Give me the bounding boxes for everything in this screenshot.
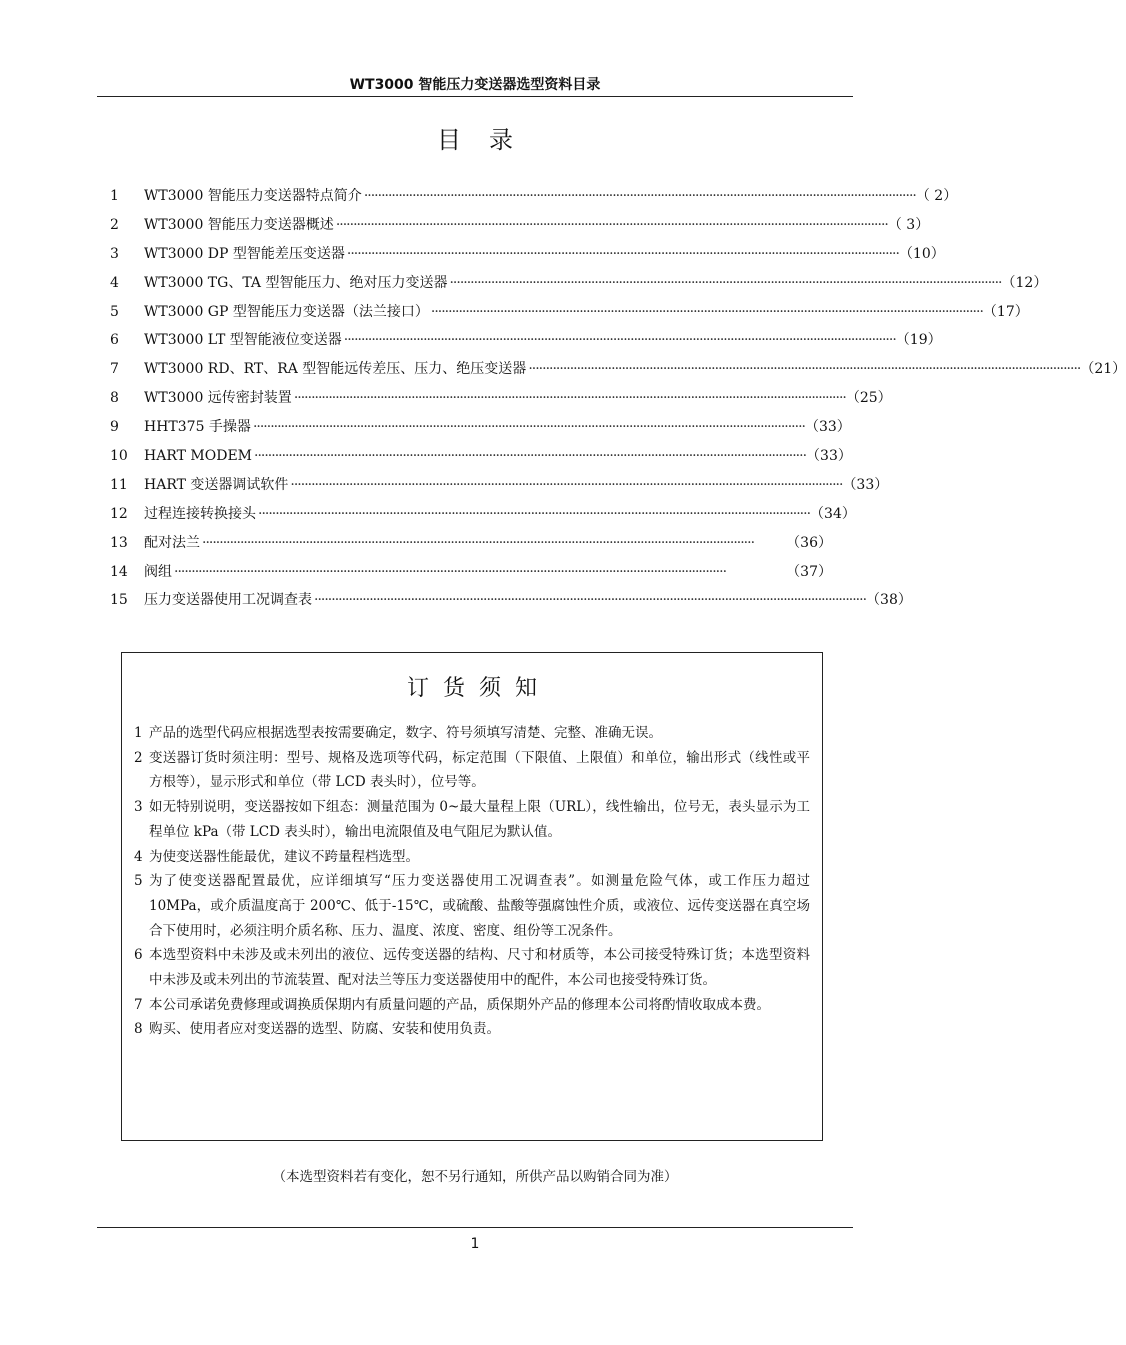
toc-entry[interactable] xyxy=(110,529,832,558)
notice-item-number: 4 xyxy=(134,848,143,865)
toc-entry-page: （37） xyxy=(786,563,832,580)
toc-entry-number: 5 xyxy=(110,303,119,320)
notice-title: 订货须知 xyxy=(406,676,551,701)
toc-entry[interactable] xyxy=(110,326,942,355)
toc-entry[interactable] xyxy=(110,211,930,240)
toc-entry-title: WT3000 GP 型智能压力变送器（法兰接口） xyxy=(144,303,429,320)
toc-entry-page: （34） xyxy=(810,505,856,522)
toc-entry[interactable] xyxy=(110,240,945,269)
notice-item-text: 为了使变送器配置最优，应详细填写“压力变送器使用工况调查表”。如测量危险气体，或工作压力超过 10MPa，或介质温度高于 200℃、低于-15℃，或硫酸、盐酸等强腐蚀性介质，或液位、远传变送器在真空场合下使用时，必须注明介质名称、压力、温度、浓度、密度、组份等工况条件。 xyxy=(149,873,810,939)
toc-entry-title: HHT375 手操器 xyxy=(144,419,251,436)
notice-item-number: 5 xyxy=(134,873,143,890)
toc-entry[interactable] xyxy=(110,355,1126,384)
notice-list xyxy=(134,721,810,1042)
notice-item-number: 7 xyxy=(134,996,143,1013)
toc-entry-number: 9 xyxy=(110,419,119,436)
footer-rule xyxy=(97,1227,853,1228)
toc-entry-number: 15 xyxy=(110,592,128,609)
toc-entry-page: （36） xyxy=(786,534,832,551)
notice-item-number: 3 xyxy=(134,799,143,816)
toc-entry-title: WT3000 TG、TA 型智能压力、绝对压力变送器 xyxy=(144,274,448,291)
notice-item-text: 购买、使用者应对变送器的选型、防腐、安装和使用负责。 xyxy=(149,1021,500,1038)
toc-leader-dots: ································································································································································ xyxy=(314,592,867,609)
toc-leader-dots: ································································································································································ xyxy=(252,419,805,436)
toc-leader-dots: ································································································································································ xyxy=(528,361,1081,378)
toc-entry-title: WT3000 智能压力变送器特点简介 xyxy=(144,188,362,204)
notice-item-text: 为使变送器性能最优，建议不跨量程档选型。 xyxy=(149,848,419,865)
toc-entry-number: 2 xyxy=(110,216,119,233)
toc-entry-number: 13 xyxy=(110,534,128,551)
toc-leader-dots: ································································································································································ xyxy=(258,505,811,522)
toc-entry-page: （ 2） xyxy=(915,188,958,204)
toc-entry-number: 1 xyxy=(110,188,119,204)
toc-leader-dots: ································································································································································ xyxy=(343,332,896,349)
notice-item xyxy=(134,746,810,795)
notice-item-text: 变送器订货时须注明：型号、规格及选项等代码，标定范围（下限值、上限值）和单位，输出形式（线性或平方根等），显示形式和单位（带 LCD 表头时），位号等。 xyxy=(149,749,810,791)
toc-entry-page: （33） xyxy=(806,448,852,465)
toc-leader-dots: ································································································································································ xyxy=(449,274,1002,291)
notice-item-text: 本公司承诺免费修理或调换质保期内有质量问题的产品，质保期外产品的修理本公司将酌情收取成本费。 xyxy=(149,996,770,1013)
toc-leader-dots: ································································································································································ xyxy=(174,563,727,580)
toc-entry-title: WT3000 远传密封装置 xyxy=(144,390,292,407)
toc-entry-title: 配对法兰 xyxy=(144,534,200,551)
notice-item xyxy=(134,869,810,943)
notice-item-number: 1 xyxy=(134,725,143,741)
toc-entry-title: 压力变送器使用工况调查表 xyxy=(144,592,312,609)
notice-item-text: 产品的选型代码应根据选型表按需要确定，数字、符号须填写清楚、完整、准确无误。 xyxy=(149,725,662,741)
toc-entry-number: 10 xyxy=(110,448,128,465)
notice-item xyxy=(134,943,810,992)
notice-item xyxy=(134,1017,810,1042)
toc-entry-title: WT3000 LT 型智能液位变送器 xyxy=(144,332,342,349)
toc-leader-dots: ································································································································································ xyxy=(202,534,755,551)
toc-leader-dots: ································································································································································ xyxy=(293,390,846,407)
toc-entry-page: （33） xyxy=(804,419,851,436)
toc-entry-page: （33） xyxy=(842,476,889,493)
toc-title: 目录 xyxy=(437,126,541,154)
notice-item-text: 本选型资料中未涉及或未列出的液位、远传变送器的结构、尺寸和材质等，本公司接受特殊订货；本选型资料中未涉及或未列出的节流装置、配对法兰等压力变送器使用中的配件，本公司也接受特殊订货。 xyxy=(149,947,810,989)
toc-entry[interactable] xyxy=(110,471,889,500)
toc-entry-page: （21） xyxy=(1080,361,1126,378)
toc-entry[interactable] xyxy=(110,269,1048,298)
toc-entry-title: WT3000 DP 型智能差压变送器 xyxy=(144,245,345,262)
toc-entry[interactable] xyxy=(110,586,912,615)
disclaimer-note: （本选型资料若有变化，恕不另行通知，所供产品以购销合同为准） xyxy=(272,1169,678,1185)
toc-entry-page: （17） xyxy=(982,303,1029,320)
toc-list xyxy=(110,182,1126,615)
notice-item xyxy=(134,845,810,870)
toc-entry[interactable] xyxy=(110,413,851,442)
toc-leader-dots: ································································································································································ xyxy=(254,448,807,465)
order-notice-box xyxy=(121,652,823,1141)
toc-entry-page: （25） xyxy=(845,390,892,407)
header-rule xyxy=(97,96,853,97)
notice-item-number: 6 xyxy=(134,947,143,964)
toc-entry-number: 14 xyxy=(110,563,128,580)
toc-entry-number: 4 xyxy=(110,274,119,291)
toc-entry-title: 过程连接转换接头 xyxy=(144,505,256,522)
toc-entry-number: 12 xyxy=(110,505,128,522)
toc-entry[interactable] xyxy=(110,182,958,211)
toc-entry-page: （12） xyxy=(1001,274,1048,291)
toc-leader-dots: ································································································································································ xyxy=(290,476,843,493)
toc-entry[interactable] xyxy=(110,384,892,413)
toc-leader-dots: ································································································································································ xyxy=(335,216,888,233)
toc-entry-page: （19） xyxy=(895,332,942,349)
notice-item-number: 8 xyxy=(134,1021,143,1038)
toc-leader-dots: ································································································································································ xyxy=(346,245,899,262)
toc-entry[interactable] xyxy=(110,442,852,471)
toc-entry[interactable] xyxy=(110,298,1029,327)
toc-entry-page: （38） xyxy=(866,592,912,609)
toc-leader-dots: ································································································································································ xyxy=(363,188,916,204)
toc-entry-number: 6 xyxy=(110,332,119,349)
toc-entry-number: 3 xyxy=(110,245,119,262)
toc-entry-title: 阀组 xyxy=(144,563,172,580)
toc-entry-title: HART 变送器调试软件 xyxy=(144,476,289,493)
notice-item xyxy=(134,721,810,746)
notice-item-text: 如无特别说明，变送器按如下组态：测量范围为 0~最大量程上限（URL），线性输出，位号无，表头显示为工程单位 kPa（带 LCD 表头时），输出电流限值及电气阻尼为默认值。 xyxy=(149,799,810,840)
notice-item xyxy=(134,993,810,1018)
toc-entry-number: 7 xyxy=(110,361,119,378)
page-number: 1 xyxy=(470,1236,480,1252)
toc-entry-number: 11 xyxy=(110,476,128,493)
toc-entry-title: HART MODEM xyxy=(144,448,252,465)
toc-entry-number: 8 xyxy=(110,390,119,407)
notice-item xyxy=(134,795,810,844)
notice-item-number: 2 xyxy=(134,749,143,766)
toc-entry-page: （10） xyxy=(898,245,945,262)
toc-entry-title: WT3000 RD、RT、RA 型智能远传差压、压力、绝压变送器 xyxy=(144,361,527,378)
toc-entry[interactable] xyxy=(110,500,856,529)
toc-entry[interactable] xyxy=(110,558,832,587)
running-header: WT3000 智能压力变送器选型资料目录 xyxy=(349,77,601,93)
toc-leader-dots: ································································································································································ xyxy=(430,303,983,320)
toc-entry-page: （ 3） xyxy=(887,216,930,233)
toc-entry-title: WT3000 智能压力变送器概述 xyxy=(144,216,334,233)
